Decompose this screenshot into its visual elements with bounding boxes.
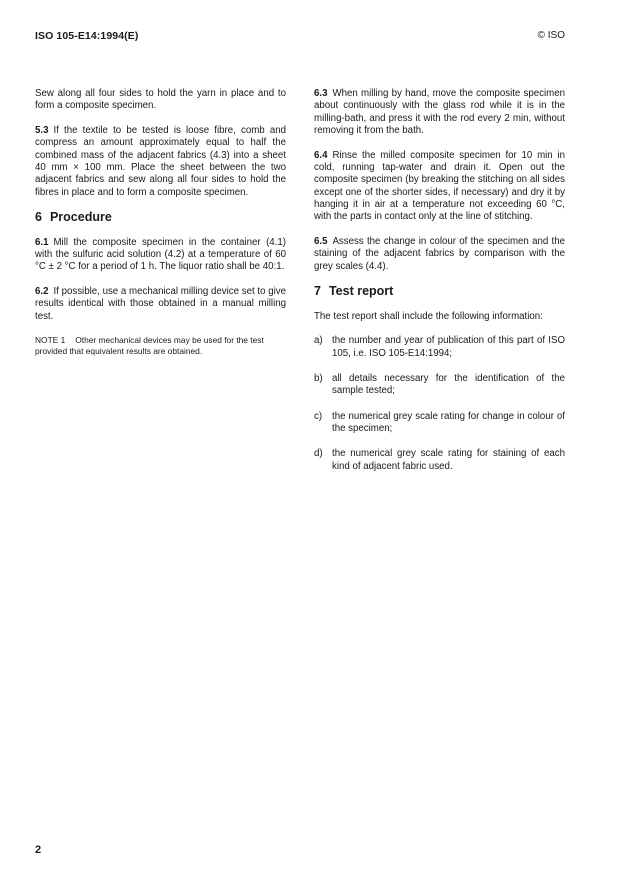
clause-text: Rinse the milled composite specimen for 10 min in cold, running tap-water and drain it. Open out the composite specimen (by breaking the stitching on all sides except one of the shorter sides, if necessary) and dry it by hanging it in air at a temperature not exceeding 60 °C, with the parts in contact only at the line of stitching. — [314, 149, 565, 223]
copyright-notice: © ISO — [537, 30, 565, 41]
list-item — [314, 335, 565, 360]
section-title: Test report — [328, 284, 394, 299]
clause-6-5 — [314, 236, 565, 273]
clause-6-4 — [314, 150, 565, 224]
page-number: 2 — [35, 844, 42, 856]
clause-text: If the textile to be tested is loose fibre, comb and compress an amount approximately equal to half the combined mass of the adjacent fabrics (4.3) into a sheet 40 mm × 100 mm. Place the sheet between the two adjacent fabrics and sew along all four sides to hold the fibres in place and to form a composite specimen. — [35, 125, 286, 198]
section-number: 7 — [314, 284, 321, 299]
clause-text: Assess the change in colour of the specimen and the staining of the adjacent fabrics by comparison with the grey scales (4.4). — [314, 235, 565, 272]
list-item-text: the number and year of publication of this part of ISO 105, i.e. ISO 105-E14:1994; — [332, 335, 565, 359]
section-number: 6 — [35, 210, 42, 225]
test-report-intro: The test report shall include the following information: — [314, 310, 543, 322]
left-column — [35, 88, 286, 368]
clause-number: 6.4 — [314, 149, 328, 161]
list-item — [314, 448, 565, 473]
list-item-text: the numerical grey scale rating for staining of each kind of adjacent fabric used. — [332, 448, 565, 472]
clause-number: 6.1 — [35, 236, 49, 248]
list-item-label: d) — [314, 448, 323, 460]
clause-text: Mill the composite specimen in the container (4.1) with the sulfuric acid solution (4.2) at a temperature of 60 °C ± 2 °C for a period of 1 h. The liquor ratio shall be 40:1. — [35, 236, 286, 273]
right-column — [314, 88, 565, 486]
clause-number: 6.2 — [35, 286, 49, 298]
list-item-label: c) — [314, 410, 323, 422]
clause-6-2 — [35, 286, 286, 323]
clause-6-3 — [314, 88, 565, 137]
note-1 — [35, 335, 286, 356]
paragraph-continuation: Sew along all four sides to hold the yarn in place and to form a composite specimen. — [35, 88, 286, 112]
list-item-text: the numerical grey scale rating for change in colour of the specimen; — [332, 410, 565, 434]
list-item-text: all details necessary for the identification of the sample tested; — [332, 373, 565, 397]
list-item — [314, 411, 565, 436]
standard-id: ISO 105-E14:1994(E) — [35, 30, 139, 42]
clause-text: When milling by hand, move the composite specimen about continuously with the glass rod while it is in the milling-bath, and press it with the rod every 2 min, without removing it from the bath. — [314, 88, 565, 136]
list-item-label: a) — [314, 335, 323, 347]
clause-number: 6.5 — [314, 235, 328, 247]
section-heading-test-report — [314, 285, 565, 297]
section-title: Procedure — [49, 210, 112, 225]
clause-5-3 — [35, 125, 286, 199]
note-label: NOTE 1 — [35, 335, 66, 346]
section-heading-procedure — [35, 211, 286, 223]
clause-number: 6.3 — [314, 88, 328, 99]
clause-6-1 — [35, 237, 286, 274]
list-item-label: b) — [314, 373, 323, 385]
note-text: Other mechanical devices may be used for the test provided that equivalent results are obtained. — [35, 335, 264, 356]
list-item — [314, 373, 565, 398]
clause-number: 5.3 — [35, 125, 49, 137]
clause-text: If possible, use a mechanical milling device set to give results identical with those obtained in a manual milling test. — [35, 286, 286, 322]
